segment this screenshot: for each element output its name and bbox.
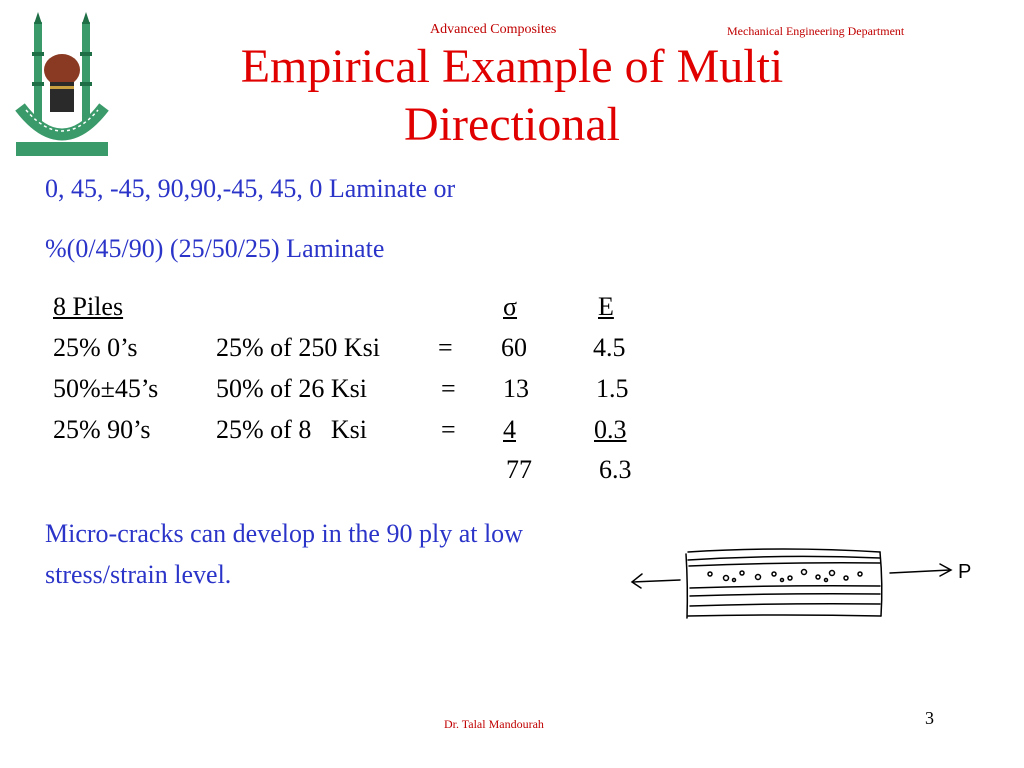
header-course: Advanced Composites: [430, 22, 557, 37]
force-label: P: [958, 561, 972, 583]
row-equals: =: [441, 415, 456, 444]
footer-author: Dr. Talal Mandourah: [444, 717, 544, 731]
row-modulus: 0.3: [594, 415, 627, 444]
row-calc: 25% of 8 Ksi: [216, 415, 367, 444]
page-number: 3: [925, 708, 934, 728]
university-logo: [12, 12, 112, 157]
row-sigma: 60: [501, 333, 527, 362]
header-department: Mechanical Engineering Department: [727, 24, 905, 38]
row-calc: 25% of 250 Ksi: [216, 333, 380, 362]
slide-title: Empirical Example of Multi Directional: [240, 40, 784, 151]
modulus-header: E: [598, 292, 614, 321]
row-ply: 25% 90’s: [53, 415, 151, 444]
row-modulus: 4.5: [593, 333, 626, 362]
micro-cracks-note: Micro-cracks can develop in the 90 ply at low stress/strain level.: [45, 519, 523, 589]
laminate-percentages: %(0/45/90) (25/50/25) Laminate: [45, 234, 385, 263]
row-equals: =: [438, 333, 453, 362]
row-ply: 50%±45’s: [53, 374, 159, 403]
laminate-tension-sketch: [618, 536, 988, 626]
row-equals: =: [441, 374, 456, 403]
total-sigma: 77: [506, 455, 532, 484]
row-sigma: 4: [503, 415, 516, 444]
row-calc: 50% of 26 Ksi: [216, 374, 367, 403]
total-modulus: 6.3: [599, 455, 632, 484]
laminate-sequence: 0, 45, -45, 90,90,-45, 45, 0 Laminate or: [45, 174, 456, 203]
plies-header: 8 Piles: [53, 292, 124, 321]
row-ply: 25% 0’s: [53, 333, 138, 362]
row-sigma: 13: [503, 374, 529, 403]
row-modulus: 1.5: [596, 374, 629, 403]
sigma-header: σ: [503, 292, 518, 321]
